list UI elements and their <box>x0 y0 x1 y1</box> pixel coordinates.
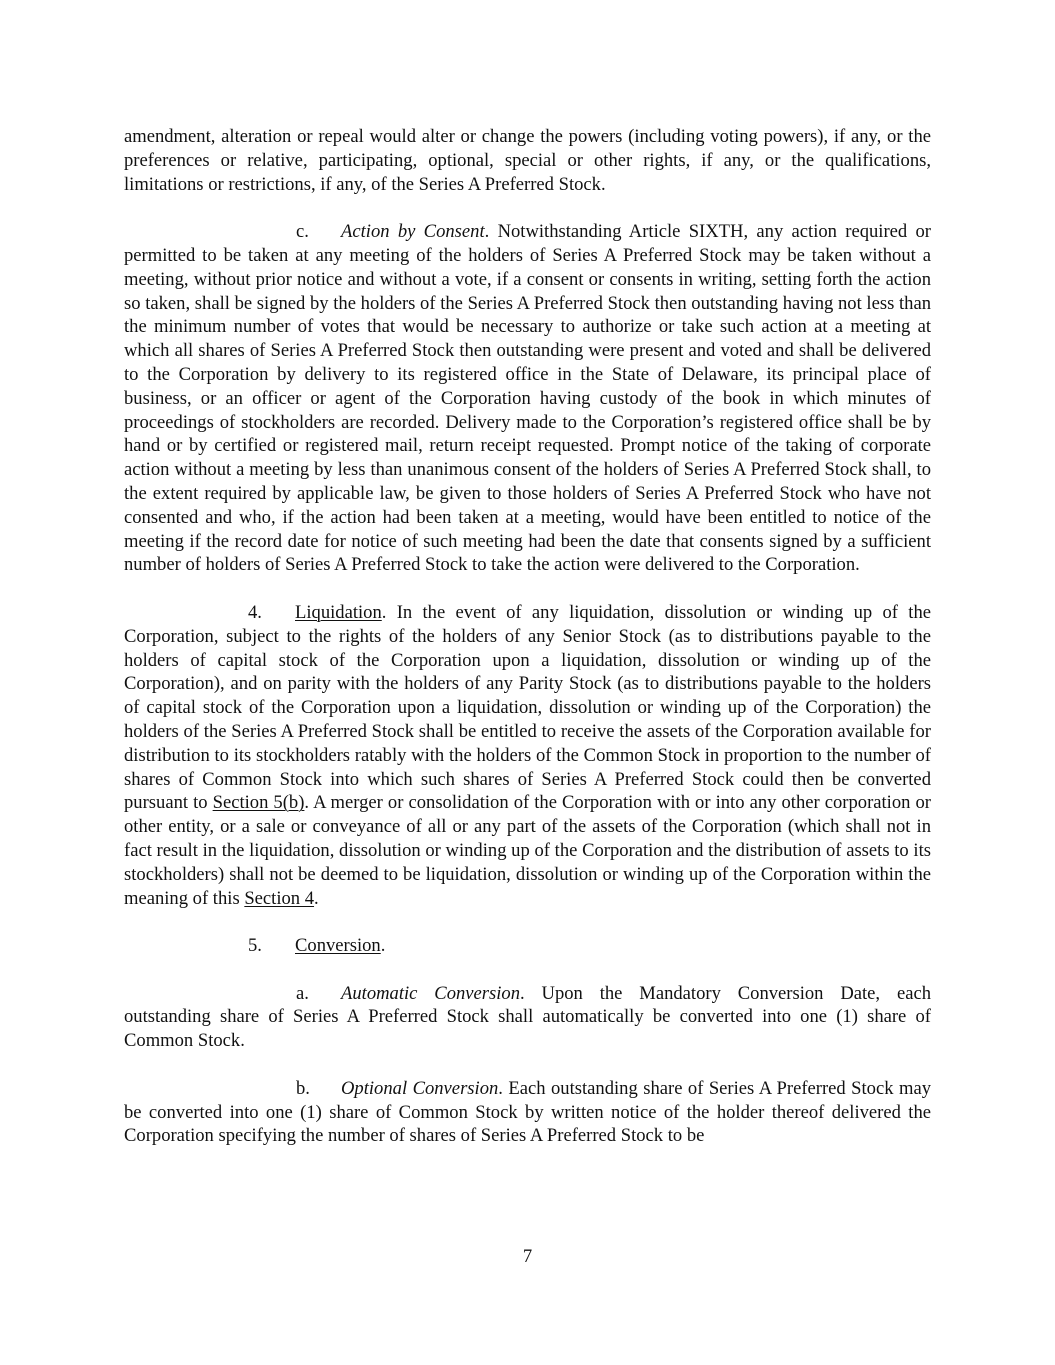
section-heading: Conversion <box>295 935 381 957</box>
paragraph-heading: Action by Consent <box>341 221 485 243</box>
page-number: 7 <box>522 1246 533 1267</box>
paragraph-heading: Optional Conversion <box>341 1077 499 1099</box>
section-heading: Liquidation <box>295 601 382 623</box>
section-heading-period: . <box>380 935 386 957</box>
paragraph-label: c. <box>296 221 309 243</box>
paragraph-label: b. <box>296 1077 310 1099</box>
paragraph-label: a. <box>296 982 309 1004</box>
paragraph-optional-conversion <box>124 1077 931 1148</box>
paragraph-action-by-consent <box>124 220 931 577</box>
section-body-part-1: . In the event of any liquidation, dissolution or winding up of the Corporation, subject to the rights of the holders of any Senior Stock (as to distributions payable to the holders of capital stock of the Corporation upon a liquidation, dissolution or winding up of the Corporation), and on parity with the holders of any Parity Stock (as to distributions payable to the holders of capital stock of the Corporation upon a liquidation, dissolution or winding up of the Corporation) the holders of the Series A Preferred Stock shall be entitled to receive the assets of the Corporation available for distribution to its stockholders ratably with the holders of the Common Stock in proportion to the number of shares of Common Stock into which such shares of Series A Preferred Stock could then be converted pursuant to <box>124 601 931 814</box>
document-page <box>124 125 931 1172</box>
paragraph-body: . Each outstanding share of Series A Preferred Stock may be converted into one (1) share of Common Stock by written notice of the holder thereof delivered the Corporation specifying the number of shares of Series A Preferred Stock to be <box>124 1077 931 1147</box>
cross-reference-section-4: Section 4 <box>244 887 315 909</box>
section-body-part-3: . <box>314 887 319 909</box>
section-body-part-2: . A merger or consolidation of the Corporation with or into any other corporation or other entity, or a sale or conveyance of all or any part of the assets of the Corporation (which shall not in fact result in the liquidation, dissolution or winding up of the Corporation and the distribution of assets to its stockholders) shall not be deemed to be liquidation, dissolution or winding up of the Corporation within the meaning of this <box>124 792 931 909</box>
section-5-conversion <box>124 934 931 958</box>
paragraph-body: . Notwithstanding Article SIXTH, any action required or permitted to be taken at any meeting of the holders of Series A Preferred Stock may be taken without a meeting, without prior notice and without a vote, if a consent or consents in writing, setting forth the action so taken, shall be signed by the holders of the Series A Preferred Stock then outstanding having not less than the minimum number of votes that would be necessary to authorize or take such action at a meeting at which all shares of Series A Preferred Stock then outstanding were present and voted and shall be delivered to the Corporation by delivery to its registered office in the State of Delaware, its principal place of business, or an officer or agent of the Corporation having custody of the book in which minutes of proceedings of stockholders are recorded. Delivery made to the Corporation’s registered office shall be by hand or by certified or registered mail, return receipt requested. Prompt notice of the taking of corporate action without a meeting by less than unanimous consent of the holders of Series A Preferred Stock shall, to the extent required by applicable law, be given to those holders of Series A Preferred Stock who have not consented and who, if the action had been taken at a meeting, would have been entitled to notice of the meeting if the record date for notice of such meeting had been the date that consents signed by a sufficient number of holders of Series A Preferred Stock to take the action were delivered to the Corporation. <box>124 221 931 576</box>
section-number: 5. <box>248 935 262 957</box>
paragraph-automatic-conversion <box>124 982 931 1053</box>
section-4-liquidation <box>124 601 931 910</box>
cross-reference-section-5b: Section 5(b) <box>212 792 305 814</box>
section-number: 4. <box>248 601 262 623</box>
paragraph-intro: amendment, alteration or repeal would alter or change the powers (including voting powers), if any, or the preferences or relative, participating, optional, special or other rights, if any, or the qualifications, limitations or restrictions, if any, of the Series A Preferred Stock. <box>124 126 931 195</box>
paragraph-heading: Automatic Conversion <box>341 982 521 1004</box>
paragraph-body: . Upon the Mandatory Conversion Date, each outstanding share of Series A Preferred Stock shall automatically be converted into one (1) share of Common Stock. <box>124 982 931 1052</box>
